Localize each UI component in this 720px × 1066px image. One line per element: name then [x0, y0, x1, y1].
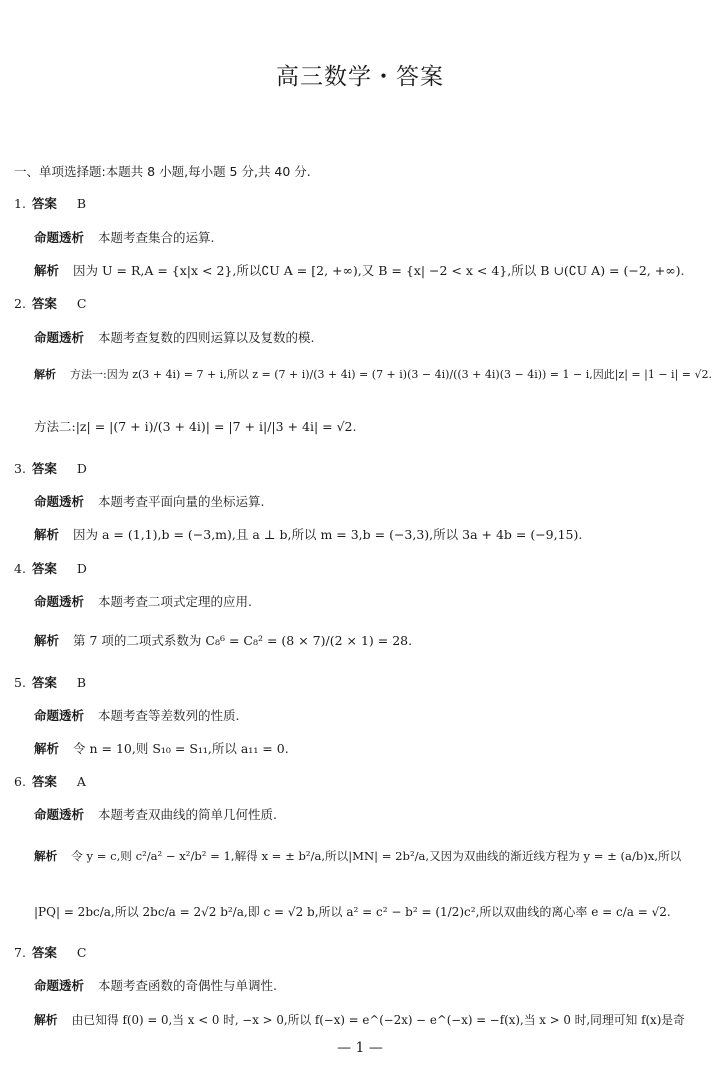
- analysis-label: 解析: [34, 741, 60, 756]
- question-5-analysis: [34, 740, 289, 758]
- answer-label: 答案: [31, 945, 57, 960]
- answer-label: 答案: [31, 774, 57, 789]
- question-1-analysis: [34, 262, 684, 280]
- answer-label: 答案: [31, 461, 57, 476]
- answer-value: A: [76, 774, 86, 789]
- question-6-insight: [34, 806, 277, 824]
- analysis-label: 解析: [34, 633, 60, 648]
- question-7-header: [14, 944, 87, 962]
- question-4-header: [14, 560, 87, 578]
- analysis-label: 解析: [34, 1013, 58, 1027]
- section-heading: 一、单项选择题:本题共 8 小题,每小题 5 分,共 40 分.: [14, 164, 311, 179]
- question-number: 1.: [14, 196, 26, 211]
- question-6-analysis: [34, 847, 681, 865]
- answer-label: 答案: [31, 296, 57, 311]
- answer-label: 答案: [31, 675, 57, 690]
- page-title: 高三数学・答案: [276, 64, 444, 90]
- question-1-header: [14, 195, 86, 213]
- question-3-header: [14, 460, 87, 478]
- question-1-insight: [34, 229, 215, 247]
- insight-text: 本题考查双曲线的简单几何性质.: [98, 807, 277, 822]
- answer-value: D: [76, 561, 87, 576]
- insight-label: 命题透析: [34, 594, 85, 609]
- question-7-analysis: [34, 1011, 685, 1029]
- question-7-insight: [34, 977, 277, 995]
- question-number: 2.: [14, 296, 26, 311]
- question-2-insight: [34, 329, 315, 347]
- insight-label: 命题透析: [34, 807, 85, 822]
- question-6-analysis-cont: |PQ| = 2bc/a,所以 2bc/a = 2√2 b²/a,即 c = √2 b,所以 a² = c² − b² = (1/2)c²,所以双曲线的离心率 e = c/a = √2.: [34, 905, 671, 919]
- question-number: 5.: [14, 675, 26, 690]
- insight-label: 命题透析: [34, 708, 85, 723]
- analysis-label: 解析: [34, 368, 56, 381]
- question-5-header: [14, 674, 86, 692]
- insight-label: 命题透析: [34, 330, 85, 345]
- question-3-analysis: [34, 526, 582, 544]
- question-3-insight: [34, 493, 265, 511]
- answer-label: 答案: [31, 196, 57, 211]
- analysis-label: 解析: [34, 849, 58, 863]
- insight-label: 命题透析: [34, 978, 85, 993]
- analysis-label: 解析: [34, 527, 60, 542]
- insight-text: 本题考查集合的运算.: [98, 230, 215, 245]
- insight-text: 本题考查函数的奇偶性与单调性.: [98, 978, 277, 993]
- analysis-text: 因为 U = R,A = {x|x < 2},所以∁U A = [2, +∞),又 B = {x| −2 < x < 4},所以 B ∪(∁U A) = (−2, +∞).: [73, 263, 685, 278]
- answer-value: B: [76, 675, 87, 690]
- answer-label: 答案: [31, 561, 57, 576]
- question-6-header: [14, 773, 86, 791]
- insight-text: 本题考查平面向量的坐标运算.: [98, 494, 265, 509]
- question-number: 3.: [14, 461, 26, 476]
- answer-value: C: [76, 945, 87, 960]
- answer-value: B: [76, 196, 87, 211]
- analysis-text: 因为 a = (1,1),b = (−3,m),且 a ⊥ b,所以 m = 3,b = (−3,3),所以 3a + 4b = (−9,15).: [73, 527, 583, 542]
- question-4-insight: [34, 593, 252, 611]
- question-number: 4.: [14, 561, 26, 576]
- analysis-text: 令 y = c,则 c²/a² − x²/b² = 1,解得 x = ± b²/a,所以|MN| = 2b²/a,又因为双曲线的渐近线方程为 y = ± (a/b)x,所以: [71, 849, 682, 863]
- page-number: — 1 —: [337, 1040, 383, 1056]
- question-2-header: [14, 295, 87, 313]
- analysis-label: 解析: [34, 263, 60, 278]
- insight-text: 本题考查复数的四则运算以及复数的模.: [98, 330, 315, 345]
- question-number: 7.: [14, 945, 26, 960]
- analysis-text: 令 n = 10,则 S₁₀ = S₁₁,所以 a₁₁ = 0.: [73, 741, 289, 756]
- analysis-text: 方法一:因为 z(3 + 4i) = 7 + i,所以 z = (7 + i)/(3 + 4i) = (7 + i)(3 − 4i)/((3 + 4i)(3 − 4i)) = 1 − i,因此|z| = |1 − i| = √2.: [70, 368, 713, 381]
- question-2-analysis: [34, 366, 712, 384]
- question-number: 6.: [14, 774, 26, 789]
- insight-text: 本题考查等差数列的性质.: [98, 708, 240, 723]
- insight-label: 命题透析: [34, 494, 85, 509]
- question-5-insight: [34, 707, 240, 725]
- insight-text: 本题考查二项式定理的应用.: [98, 594, 252, 609]
- analysis-text: 由已知得 f(0) = 0,当 x < 0 时, −x > 0,所以 f(−x) = e^(−2x) − e^(−x) = −f(x),当 x > 0 时,同理可知 f(x)是奇: [71, 1013, 685, 1027]
- answer-value: D: [76, 461, 87, 476]
- question-2-analysis-method2: 方法二:|z| = |(7 + i)/(3 + 4i)| = |7 + i|/|3 + 4i| = √2.: [34, 419, 357, 434]
- analysis-text: 第 7 项的二项式系数为 C₈⁶ = C₈² = (8 × 7)/(2 × 1) = 28.: [73, 633, 413, 648]
- answer-value: C: [76, 296, 87, 311]
- question-4-analysis: [34, 632, 412, 650]
- insight-label: 命题透析: [34, 230, 85, 245]
